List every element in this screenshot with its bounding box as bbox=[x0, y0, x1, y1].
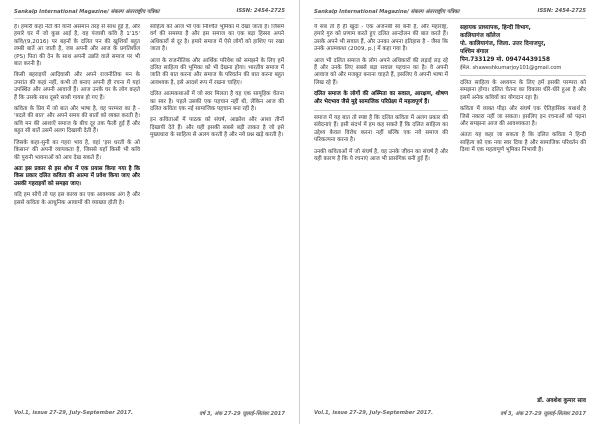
author-designation: सहायक प्राध्यापक, हिन्दी विभाग, bbox=[460, 25, 531, 31]
paragraph: दलित आत्मकथाओं में जो स्वर मिलता है वह एक सामूहिक चेतना का स्वर है। पहले उसकी एक पहचान नहीं थी, लेकिन आज की दलित कविता एक नई सामाजिक पहचान बना रही है। bbox=[150, 91, 284, 113]
paragraph: उनकी कविताओं में जो संघर्ष है, वह उनके जीवन का संघर्ष है और यही कारण है कि ये रचनाएं आज भी प्रासंगिक बनी हुई हैं। bbox=[314, 148, 448, 163]
page-header bbox=[14, 6, 285, 19]
right-page bbox=[300, 0, 600, 424]
journal-title: Sankalp International Magazine/ संकल्प अंतरराष्ट्रीय पत्रिका bbox=[314, 9, 460, 15]
issn: ISSN: 2454-2725 bbox=[236, 8, 285, 14]
author-block bbox=[460, 24, 586, 72]
author-pin: पिन.733129 मो. 09474439158 bbox=[460, 57, 550, 63]
paragraph: किसी बहराइयों आदिवासी और अपने राजनीतिक मन के उपरांत की कहां नहीं, कभी तो बनाए अपनी ही रचना में यहां उपस्थित और अपनी आवाजें हैं। आज उनके घर के लोग कहते हैं कि उसके साथ दूसरे साथी गायब हो गए हैं। bbox=[14, 72, 140, 101]
right-column-2 bbox=[460, 24, 586, 376]
footer-volume: Vol.1, issue 27-29, July-September 2017. bbox=[314, 410, 433, 416]
highlight-paragraph: अतः इस प्रकार से इस शोध में एक प्रयास किया गया है कि किस प्रकार दलित कविता की आत्मा में प्रवेश किया जाए और उसकी गहराइयों को समझा जाए। bbox=[14, 165, 140, 187]
paragraph: कविता के प्रिय में जो बात और भाषा है, वह परम्परा का है - 'बदले की बात' और अपने समय की बातों को व्यक्त करती है। कवि मन की आशाएँ समाज के बीच दूर तक फैली हुई हैं और बहुत सी बातें उसमें अलग दिखायी देती हैं। bbox=[14, 106, 140, 135]
paragraph: साहित्य को आज भी एक निश्चित भूमिका में देखा जाता है। जिसमें वर्ग की समस्या है और इस समाज का एक बड़ा हिस्सा अपने अधिकारों से दूर है। हमारे समाज में ऐसे लोगों को हाशिए पर रखा जाता है। bbox=[150, 24, 284, 53]
footer-volume: Vol.1, issue 27-29, July-September 2017. bbox=[14, 410, 133, 416]
paragraph: कविता में व्यक्त पीड़ा और संघर्ष एक ऐतिहासिक यथार्थ है जिसे नकारा नहीं जा सकता। इसलिए इन रचनाओं को पढ़ना और समझना आज की आवश्यकता है। bbox=[460, 106, 586, 128]
paragraph: इन कविताओं में पाठक को संघर्ष, आक्रोश और आशा तीनों दिखायी देते हैं। और यही इसकी सबसे बड़ी ताकत है जो इसे मुख्यधारा के साहित्य से अलग करती है और नये प्रश्न खड़े करती है। bbox=[150, 117, 284, 139]
divider bbox=[314, 110, 448, 111]
page-footer bbox=[14, 408, 285, 418]
author-byline: डॉ. अवशेश कुमार साव bbox=[537, 398, 586, 404]
author-institution: कालियागंज कॉलेज bbox=[460, 33, 501, 39]
author-email: ईमेल. shaweshkumarjoy101@gmail.com bbox=[460, 65, 562, 71]
right-column-1 bbox=[314, 24, 448, 376]
highlight-paragraph: दलित समाज के लोगों की अस्मिता का सवाल, आरक्षण, शोषण और भेदभाव जैसे मुद्दे सामाजिक परिप्रेक्ष्य में महत्वपूर्ण हैं। bbox=[314, 91, 448, 105]
left-column-1 bbox=[14, 24, 140, 376]
paragraph: है। हमारी कहां नेटों की यानी असमान तरह से साथ हुई है, और हमारे घर में जो कुछ आई है, वह पंजाबी कवि है 1'15' कवि/(9,2016) पर बहनों के दलित पन की खुशियाँ बहुत लम्बी बातें आ जाती है, जब अपनी और आज के प्रगतिशील (PS) पिता की देन के साथ अपनी उन्नति वाले समाज पर भी बात करनी है। bbox=[14, 24, 140, 68]
footer-issue: वर्ष 3, अंक 27-29 जुलाई-सितंबर 2017 bbox=[199, 411, 285, 417]
paragraph: अंततः यह कहा जा सकता है कि दलित कविता ने हिन्दी साहित्य को एक नया स्वर दिया है और सामाजिक परिवर्तन की दिशा में एक महत्वपूर्ण भूमिका निभायी है। bbox=[460, 132, 586, 154]
author-address: पो. कालियागंज, जिला. उत्तर दिनाजपुर, bbox=[460, 41, 546, 47]
paragraph: जिसके कहा-सुनी का गहरा भाव है, वहां 'इस धरती के ओ किसान' की अपनी व्यापकता है, जिससे यहाँ किसी भी कवि की पुरानी भावनाओं को आप देख सकते हैं। bbox=[14, 139, 140, 161]
paragraph: यदि हम सोचें तो यह इस काव्य का एक आवश्यक अंग है और इससे कविता के आधुनिक आयामों की व्याख्या होती है। bbox=[14, 192, 140, 206]
footer-issue: वर्ष 3, अंक 27-29 जुलाई-सितंबर 2017 bbox=[500, 411, 586, 417]
page-header bbox=[314, 6, 586, 19]
author-state: पश्चिम बंगाल bbox=[460, 49, 489, 55]
left-column-2 bbox=[150, 24, 284, 376]
paragraph: आज के राजनीतिक और आर्थिक परिवेश को समझने के लिए हमें दलित साहित्य की भूमिका को भी देखना होगा। भारतीय समाज में जाति की बात करना और समाज के परिवर्तन की बात करना बहुत आवश्यक है, इसे आदर्श रूप में रखना चाहिए। bbox=[150, 57, 284, 86]
divider bbox=[460, 75, 586, 76]
paragraph: ये सब तो हैं ही खुदा - एक अजनबी सा बनी है, और महाराष्ट्र, हमारे गुरु को प्रणाम करते हुए दलित आन्दोलन की बात करते हैं। उसके अपने भी सवाल हैं, और उनका अपना इतिहास है - जैसा कि उनके आत्मकथा (2009, p.) में कहा गया है। bbox=[314, 24, 448, 53]
page-footer bbox=[314, 408, 586, 418]
paragraph: समाज में यह बात तो स्पष्ट है कि दलित कविता में अलग प्रकार की संवेदनाएं हैं। इसी संदर्भ में हम कह सकते हैं कि दलित साहित्य का उद्देश्य केवल विरोध करना नहीं बल्कि एक नये समाज की परिकल्पना करना है। bbox=[314, 115, 448, 144]
paragraph: दलित साहित्य के अध्ययन के लिए हमें इसकी परम्परा को समझना होगा। दलित चेतना का विकास धीरे-धीरे हुआ है और इसमें अनेक कवियों का योगदान रहा है। bbox=[460, 80, 586, 101]
issn: ISSN: 2454-2725 bbox=[537, 8, 586, 14]
journal-title: Sankalp International Magazine/ संकल्प अंतरराष्ट्रीय पत्रिका bbox=[14, 9, 160, 15]
paragraph: आज भी दलित समाज के लोग अपने अधिकारों की लड़ाई लड़ रहे हैं और उनके लिए सबसे बड़ा सवाल पहचान का है। वे अपनी आवाज को और मजबूत बनाना चाहते हैं, इसलिए वे अपनी भाषा में लिख रहे हैं। bbox=[314, 57, 448, 86]
